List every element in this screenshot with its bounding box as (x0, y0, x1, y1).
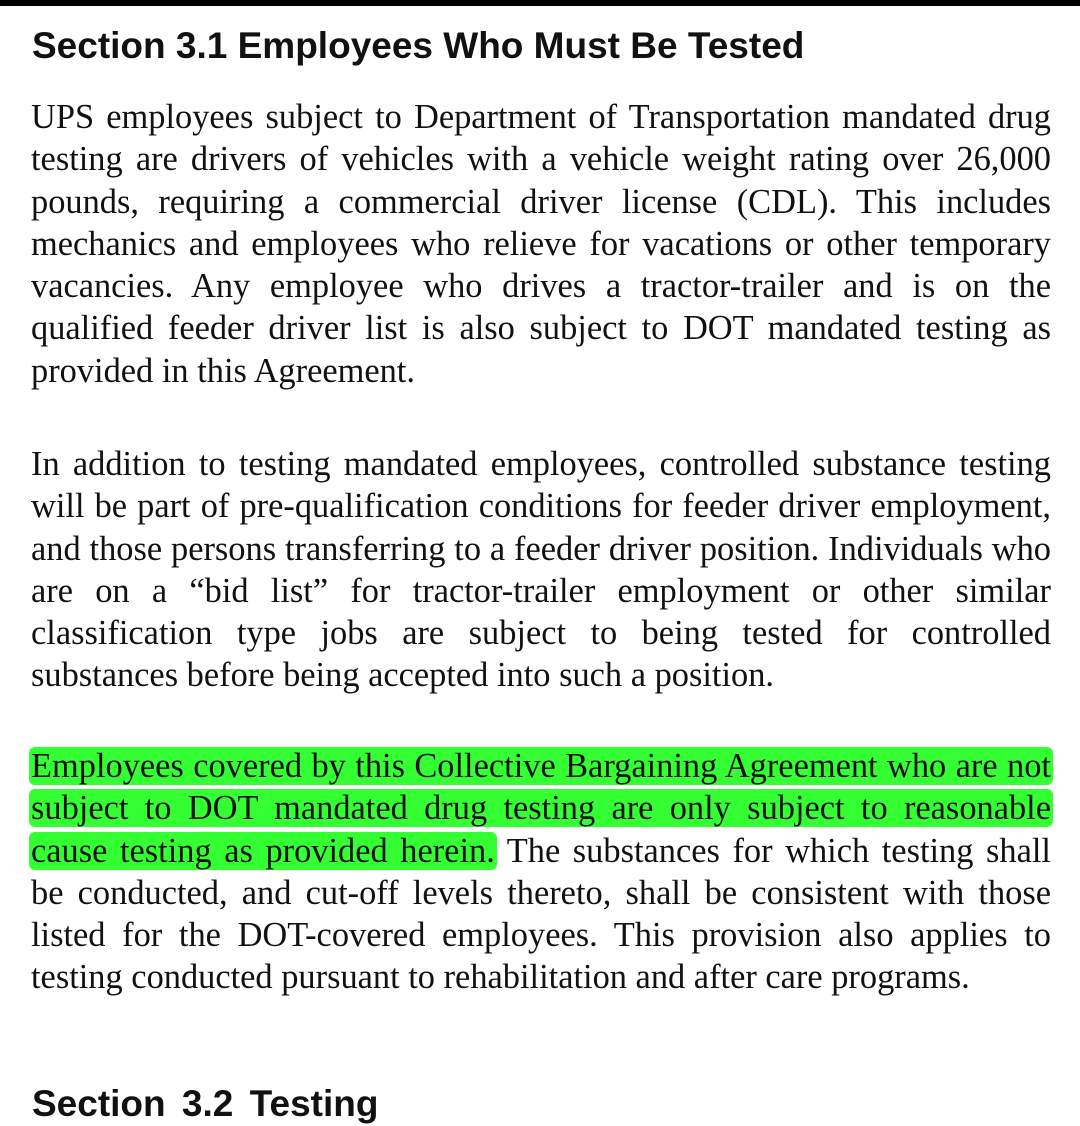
section-3-1-heading: Section 3.1 Employees Who Must Be Tested (32, 25, 805, 66)
top-bar (0, 0, 1080, 6)
section-3-2-heading: Section 3.2 Testing (32, 1083, 379, 1124)
section-3-1-paragraph-1: UPS employees subject to Department of Transportation mandated drug testing are drivers of vehicles with a vehicle weight rating over 26,000 pounds, requiring a commercial driver license (CDL). This includes mechanics and employees who relieve for vacations or other temporary vacancies. Any employee who drives a tractor-trailer and is on the qualified feeder driver list is also subject to DOT mandated testing as provided in this Agreement. (31, 98, 1051, 390)
section-3-1-paragraph-2: In addition to testing mandated employees, controlled substance testing will be part of pre-qualification conditions for feeder driver employment, and those persons transferring to a feeder driver position. Individuals who are on a “bid list” for tractor-trailer employment or other similar classification type jobs are subject to being tested for controlled substances before being accepted into such a position. (31, 445, 1051, 695)
section-3-1-paragraph-3 (31, 745, 1051, 999)
paragraph-3-continuation: The substances for which testing shall be conducted, and cut-off levels thereto, shall be consistent with those listed for the DOT-covered employees. This provision also applies to testing conducted pursuant to rehabilitation and after care programs. (31, 831, 1051, 997)
highlighted-text[interactable]: Employees covered by this Collective Bargaining Agreement who are not subject to DOT mandated drug testing are only subject to reasonable cause testing as provided herein. (31, 747, 1051, 870)
